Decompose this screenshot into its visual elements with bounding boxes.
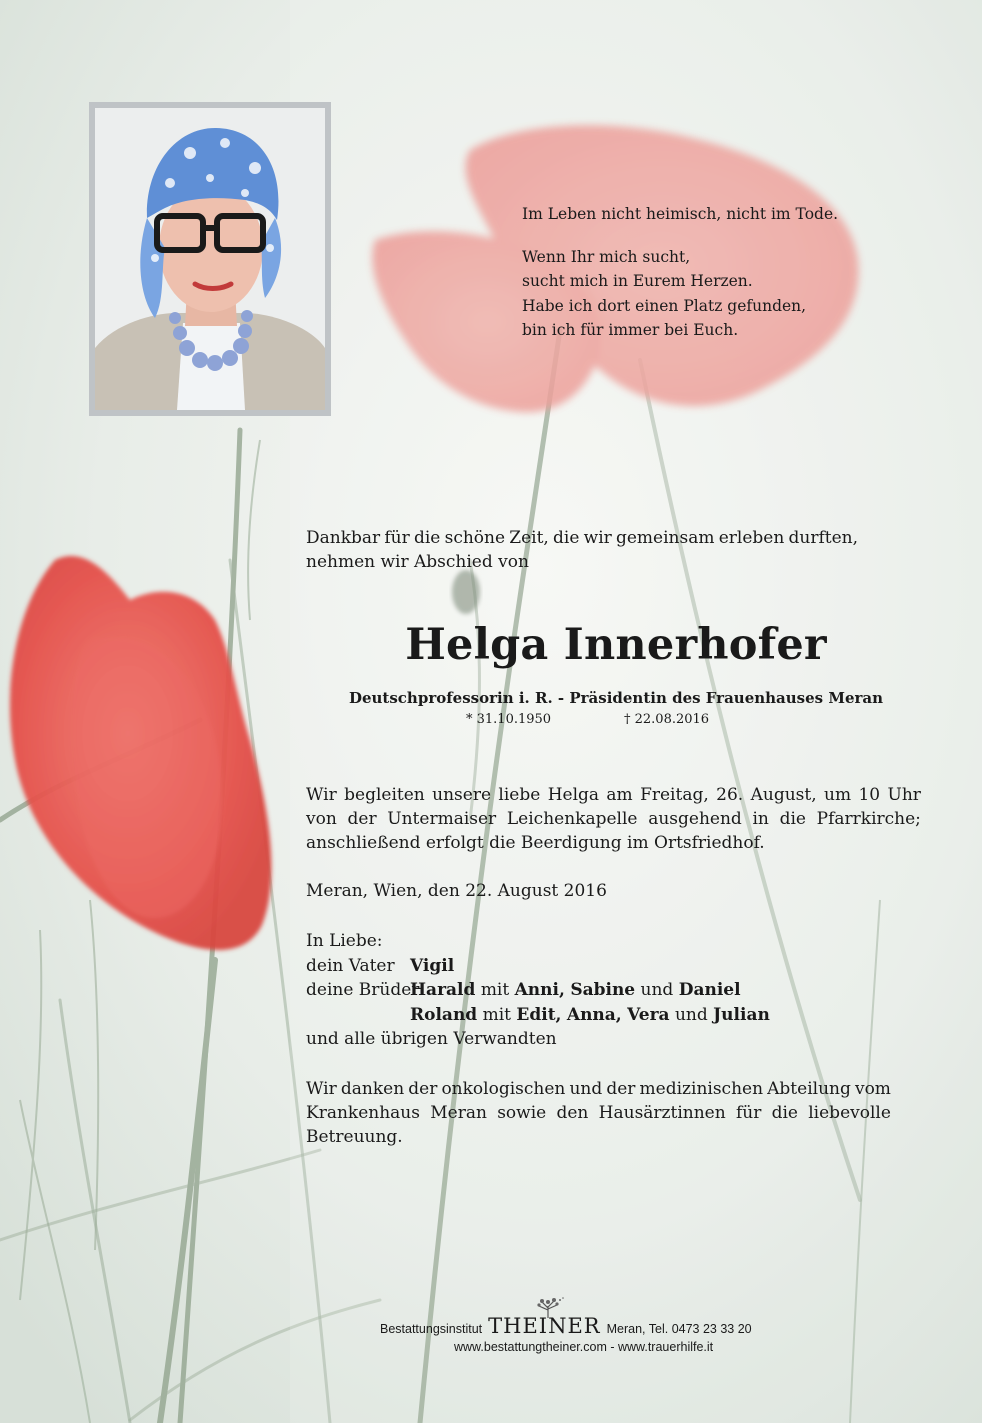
thanks-word: der	[408, 1079, 438, 1099]
intro-word: wir	[583, 528, 612, 548]
portrait-photo	[95, 108, 325, 410]
thanks-word: medizinischen	[639, 1079, 764, 1099]
intro-word: die	[553, 528, 580, 548]
funeral-home-brand: THEINER	[488, 1314, 601, 1338]
acknowledgement	[306, 1077, 891, 1149]
funeral-word: Freitag,	[640, 785, 709, 805]
mourner-name: Anna,	[566, 1004, 622, 1025]
poem-line: Habe ich dort einen Platz gefunden,	[522, 296, 807, 315]
mourner-connector: und	[674, 1004, 708, 1025]
mourner-relation: deine Brüder	[306, 980, 420, 1000]
funeral-word: in	[752, 809, 769, 829]
mourner-name: Vigil	[410, 955, 455, 976]
thanks-word: und	[569, 1079, 603, 1099]
mourners-list	[306, 929, 906, 1052]
memorial-poem	[522, 202, 882, 343]
mourner-name: Daniel	[678, 980, 741, 1000]
mourner-name: Roland	[410, 1004, 478, 1025]
poem-line: Im Leben nicht heimisch, nicht im Tode.	[522, 205, 839, 223]
deceased-name: Helga Innerhofer	[405, 620, 827, 670]
death-date: † 22.08.2016	[624, 712, 710, 727]
intro-word: gemeinsam	[615, 528, 715, 548]
funeral-home-footer	[380, 1316, 840, 1354]
funeral-word: Helga	[547, 785, 600, 805]
intro-word: die	[413, 528, 441, 548]
funeral-word: 10	[858, 785, 881, 805]
funeral-word: ausgehend	[648, 809, 742, 829]
thanks-word: vom	[854, 1079, 891, 1099]
funeral-word: am	[606, 785, 633, 805]
farewell-intro	[306, 526, 858, 574]
portrait-photo-frame	[89, 102, 331, 416]
tree-logo-icon	[530, 1294, 566, 1318]
thanks-line-2	[306, 1101, 891, 1125]
funeral-word: Uhr	[887, 785, 921, 805]
mourner-name: Harald	[410, 980, 476, 1000]
thanks-word: für	[735, 1103, 762, 1123]
funeral-line-1	[306, 783, 921, 807]
intro-word: Zeit,	[509, 528, 549, 548]
thanks-word: Abteilung	[767, 1079, 851, 1099]
mourner-connector: mit	[482, 1004, 511, 1025]
funeral-word: begleiten	[344, 785, 425, 805]
poem-line: Wenn Ihr mich sucht,	[522, 247, 691, 266]
intro-line-2: nehmen wir Abschied von	[306, 552, 529, 572]
thanks-word: Hausärztinnen	[598, 1103, 726, 1123]
mourner-relatives: und alle übrigen Verwandten	[306, 1029, 557, 1049]
deceased-title: Deutschprofessorin i. R. - Präsidentin des Frauenhauses Meran	[348, 689, 884, 707]
funeral-word: 26.	[716, 785, 744, 805]
thanks-word: danken	[340, 1079, 405, 1099]
mourner-name: Vera	[627, 1004, 670, 1025]
thanks-word: liebevolle	[808, 1103, 891, 1123]
mourners-opening: In Liebe:	[306, 931, 383, 951]
funeral-word: der	[347, 809, 377, 829]
funeral-line-2	[306, 807, 921, 831]
thanks-word: onkologischen	[441, 1079, 566, 1099]
thanks-line-1	[306, 1077, 891, 1101]
intro-word: erleben	[718, 528, 785, 548]
thanks-word: sowie	[497, 1103, 547, 1123]
intro-line-1	[306, 526, 858, 550]
funeral-home-contact: Meran, Tel. 0473 23 33 20	[606, 1322, 752, 1336]
funeral-line-3: anschließend erfolgt die Beerdigung im Ortsfriedhof.	[306, 833, 765, 853]
funeral-home-row	[380, 1316, 840, 1336]
funeral-word: um	[824, 785, 852, 805]
mourner-father-row	[306, 954, 906, 979]
intro-word: für	[384, 528, 410, 548]
mourner-brother-row	[306, 978, 906, 1003]
poem-line: sucht mich in Eurem Herzen.	[522, 272, 753, 290]
mourner-relation: dein Vater	[306, 955, 395, 976]
mourner-connector: und	[640, 980, 674, 1000]
poem-line: bin ich für immer bei Euch.	[522, 321, 739, 339]
funeral-word: Leichenkapelle	[506, 809, 638, 829]
mourner-connector: mit	[480, 980, 510, 1000]
funeral-home-prefix: Bestattungsinstitut	[380, 1322, 483, 1336]
funeral-word: die	[779, 809, 806, 829]
funeral-details	[306, 783, 921, 855]
funeral-word: unsere	[432, 785, 492, 805]
funeral-word: Wir	[306, 785, 337, 805]
thanks-word: Wir	[306, 1079, 337, 1099]
thanks-line-3: Betreuung.	[306, 1127, 403, 1147]
place-and-date: Meran, Wien, den 22. August 2016	[306, 881, 607, 901]
intro-word: Dankbar	[306, 528, 381, 548]
funeral-word: August,	[750, 785, 817, 805]
intro-word: schöne	[444, 528, 506, 548]
funeral-word: Pfarrkirche;	[816, 809, 921, 829]
funeral-home-websites[interactable]: www.bestattungtheiner.com - www.trauerhilfe.it	[454, 1340, 714, 1354]
funeral-word: liebe	[498, 785, 541, 805]
thanks-word: Krankenhaus	[306, 1103, 420, 1123]
thanks-word: der	[606, 1079, 636, 1099]
mourner-name: Anni,	[514, 980, 565, 1000]
thanks-word: Meran	[430, 1103, 487, 1123]
funeral-word: Untermaiser	[387, 809, 497, 829]
thanks-word: den	[556, 1103, 589, 1123]
intro-word: durften,	[788, 528, 858, 548]
mourner-name: Julian	[713, 1004, 770, 1025]
thanks-word: die	[771, 1103, 798, 1123]
mourner-name: Edit,	[516, 1004, 562, 1025]
mourner-name: Sabine	[570, 980, 636, 1000]
funeral-word: von	[306, 809, 337, 829]
birth-date: * 31.10.1950	[466, 712, 552, 727]
mourner-brother-row	[306, 1003, 906, 1028]
funeral-home-logo	[488, 1316, 600, 1336]
